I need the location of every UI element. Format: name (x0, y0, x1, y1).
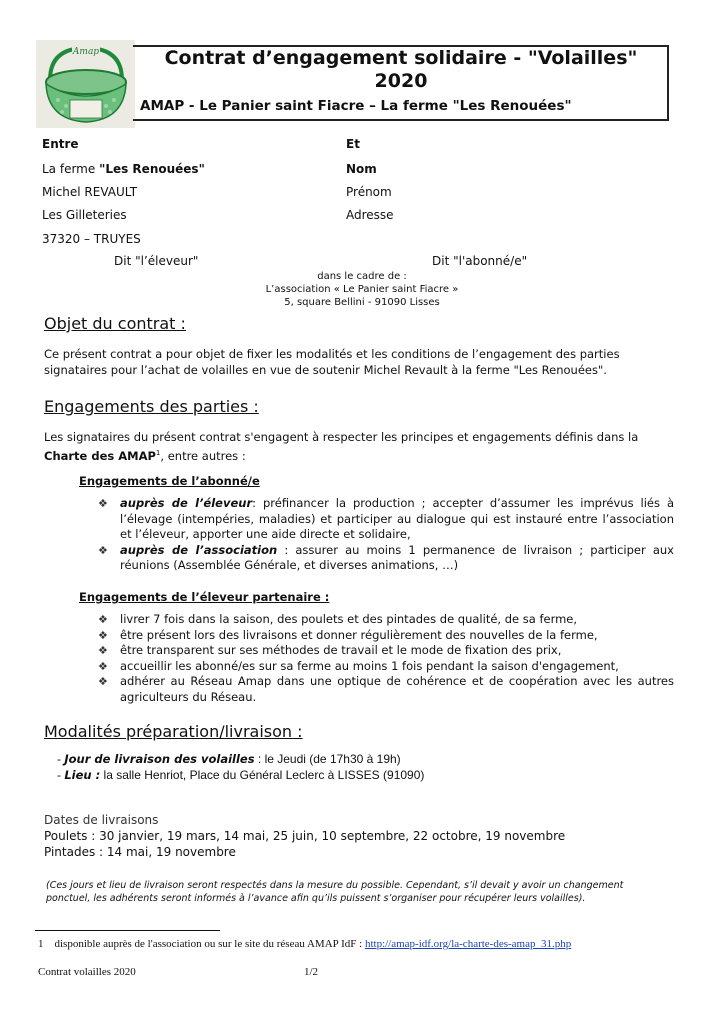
diamond-bullet-icon: ❖ (98, 613, 108, 626)
dash: - (57, 752, 65, 766)
field-nom: Nom (346, 162, 377, 176)
document-title: Contrat d’engagement solidaire - "Volailles" (164, 47, 638, 69)
objet-paragraph (44, 346, 684, 378)
list-item (94, 659, 674, 675)
item-text: être présent lors des livraisons et donner régulièrement des nouvelles de la ferme, (120, 627, 598, 642)
list-item (94, 543, 674, 574)
diamond-bullet-icon: ❖ (98, 497, 108, 510)
context-line-2 (162, 284, 562, 296)
list-item (94, 643, 674, 659)
item-text: : assurer au moins 1 permanence de livraison ; participer aux réunions (Assemblée Générale, et diverses animations, …) (120, 542, 674, 572)
footnote-number: 1 (38, 938, 44, 950)
dash: - (57, 768, 65, 782)
item-text: adhérer au Réseau Amap dans une optique de cohérence et de coopération avec les autres agriculteurs du Réseau. (120, 674, 674, 704)
dates-poulets: Poulets : 30 janvier, 19 mars, 14 mai, 25 juin, 10 septembre, 22 octobre, 19 novembre (44, 829, 566, 843)
note-line-2: ponctuel, les adhérents seront informés à l’avance afin qu’ils puissent s’organiser pour récupérer leurs volailles). (46, 893, 586, 904)
diamond-bullet-icon: ❖ (98, 675, 108, 688)
objet-line-1: Ce présent contrat a pour objet de fixer les modalités et les conditions de l’engagement des parties (44, 347, 620, 361)
objet-line-2: signataires pour l’achat de volailles en vue de soutenir Michel Revault à la ferme "Les Renouées". (44, 363, 607, 377)
charte-url-link[interactable]: http://amap-idf.org/la-charte-des-amap_31.php (364, 938, 572, 950)
charte-link-text: Charte des AMAP (44, 448, 156, 463)
party-left-label: Entre (42, 137, 79, 151)
subheading-abonne: Engagements de l’abonné/e (79, 474, 260, 488)
list-item (94, 496, 674, 543)
alias-abonne: Dit "l'abonné/e" (432, 254, 528, 268)
farm-prefix: La ferme (42, 162, 100, 176)
party-right-label: Et (346, 137, 360, 151)
document-year: 2020 (374, 70, 428, 92)
item-text: : préfinancer la production ; accepter d’assumer les imprévus liés à l’élevage (intempéries, maladies) et participer au dialogue qui est instauré entre l’association et l’éleveur, apporter une aide directe et solidaire, (120, 496, 674, 541)
footnote-divider (35, 930, 220, 931)
diamond-bullet-icon: ❖ (98, 543, 108, 557)
party-left-city: 37320 – TRUYES (42, 232, 141, 246)
delivery-place (57, 767, 424, 783)
farm-name: "Les Renouées" (99, 162, 205, 176)
list-item (94, 628, 674, 644)
delivery-note (46, 879, 706, 905)
party-left-farm (42, 162, 205, 177)
section-heading-engagements: Engagements des parties : (44, 397, 259, 416)
note-line-1: (Ces jours et lieu de livraison seront respectés dans la mesure du possible. Cependant, s’il devait y avoir un changement (46, 880, 624, 891)
field-adresse: Adresse (346, 208, 394, 222)
list-item (94, 612, 674, 628)
intro-rest: , entre autres : (160, 448, 246, 463)
section-heading-objet: Objet du contrat : (44, 314, 186, 333)
context-line-3: 5, square Bellini - 91090 Lisses (284, 297, 440, 308)
diamond-bullet-icon: ❖ (98, 628, 108, 642)
context-line-1: dans le cadre de : (317, 271, 407, 282)
amap-basket-logo (36, 40, 135, 128)
delivery-place-value: la salle Henriot, Place du Général Leclerc à LISSES (91090) (100, 768, 425, 782)
delivery-place-label: Lieu : (64, 768, 101, 782)
delivery-day (57, 751, 401, 767)
footer-page-number: 1/2 (304, 966, 319, 978)
item-lead: auprès de l’association (120, 542, 278, 557)
diamond-bullet-icon: ❖ (98, 659, 108, 673)
diamond-bullet-icon: ❖ (98, 644, 108, 657)
item-text: livrer 7 fois dans la saison, des poulets et des pintades de qualité, de sa ferme, (120, 612, 578, 626)
section-heading-modalites: Modalités préparation/livraison : (44, 722, 303, 741)
footer-doc-name: Contrat volailles 2020 (38, 966, 136, 978)
document-subtitle: AMAP - Le Panier saint Fiacre – La ferme "Les Renouées" (140, 98, 572, 114)
party-left-name: Michel REVAULT (42, 185, 138, 199)
delivery-day-value: : le Jeudi (de 17h30 à 19h) (254, 752, 401, 766)
item-lead: auprès de l’éleveur (120, 496, 253, 510)
delivery-day-label: Jour de livraison des volailles (64, 752, 255, 766)
item-text: accueillir les abonné/es sur sa ferme au moins 1 fois pendant la saison d'engagement, (120, 658, 619, 673)
subheading-eleveur: Engagements de l’éleveur partenaire : (79, 590, 330, 604)
list-item (94, 674, 674, 705)
engagements-intro (44, 429, 684, 464)
field-prenom: Prénom (346, 185, 392, 199)
association-name: L’association « Le Panier saint Fiacre » (265, 284, 459, 295)
dates-heading: Dates de livraisons (44, 813, 159, 827)
alias-eleveur: Dit "l’éleveur" (114, 254, 199, 268)
party-left-address: Les Gilleteries (42, 208, 127, 222)
eleveur-list (94, 612, 674, 705)
abonne-list (94, 496, 674, 574)
intro-line-2 (44, 445, 684, 464)
dates-pintades: Pintades : 14 mai, 19 novembre (44, 845, 236, 859)
footnote-text: disponible auprès de l'association ou sur le site du réseau AMAP IdF : (54, 938, 365, 950)
footnote (38, 937, 571, 951)
footnote-ref: 1 (155, 449, 161, 457)
intro-line-1: Les signataires du présent contrat s'engagent à respecter les principes et engagements définis dans la (44, 430, 639, 444)
svg-text:Amap: Amap (72, 47, 100, 57)
item-text: être transparent sur ses méthodes de travail et le mode de fixation des prix, (120, 643, 562, 657)
